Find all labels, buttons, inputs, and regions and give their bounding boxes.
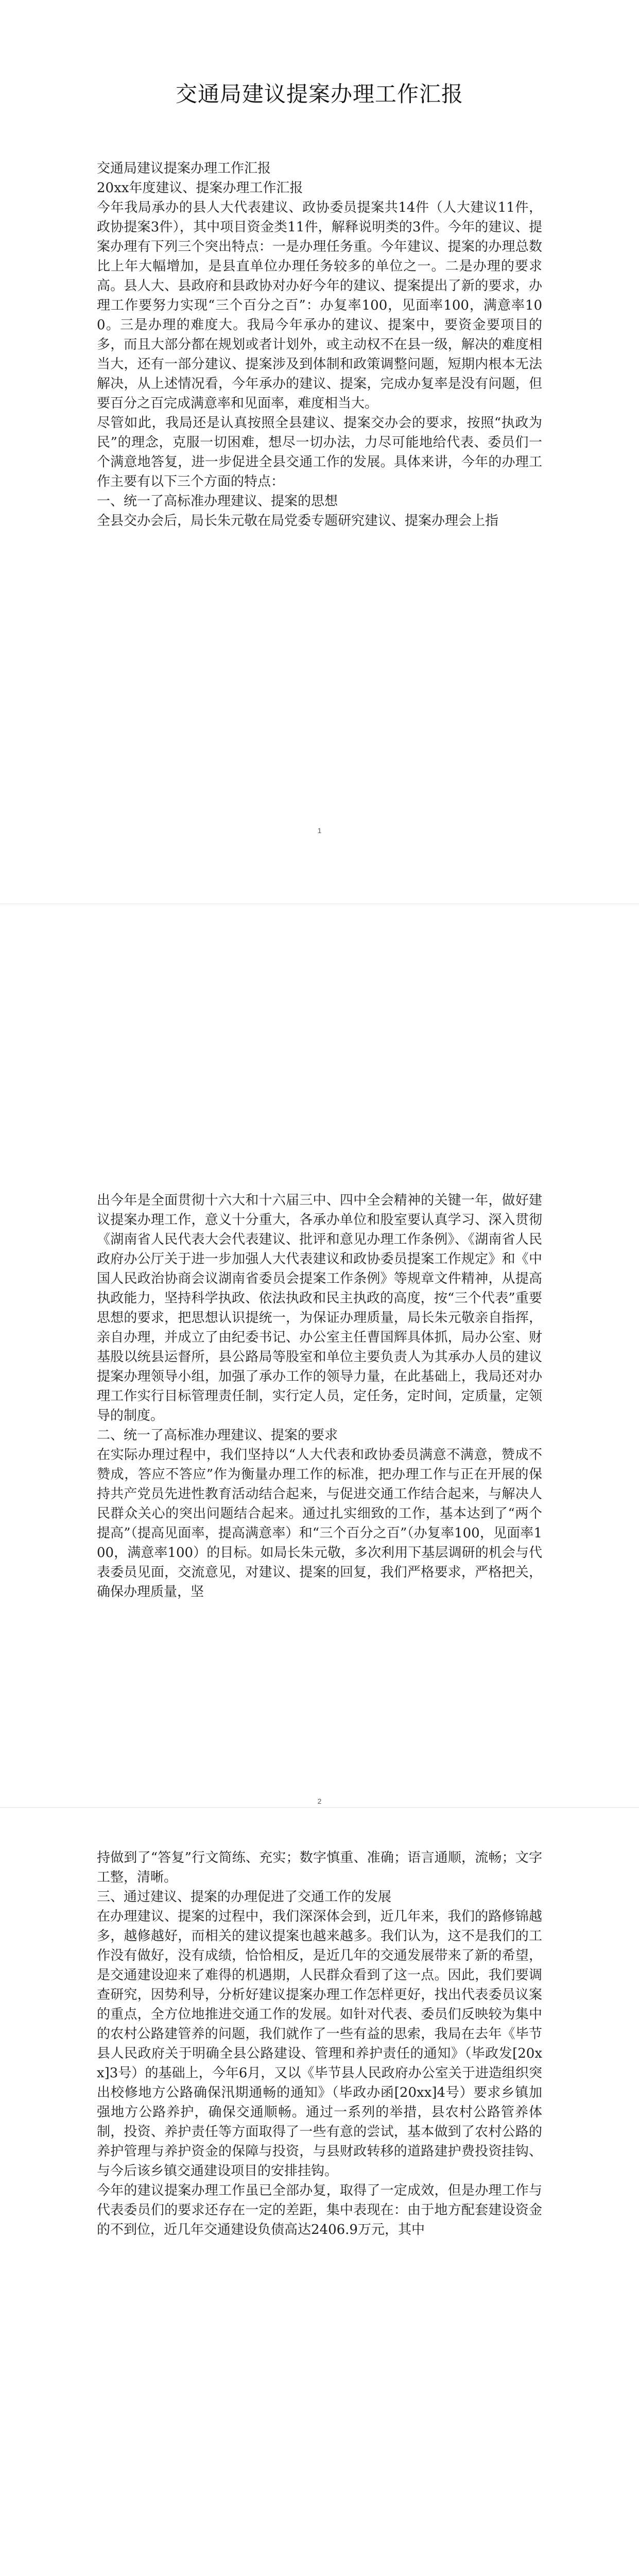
paragraph: 今年的建议提案办理工作虽已全部办复，取得了一定成效，但是办理工作与代表委员们的要求还存在一定的差距，集中表现在：由于地方配套建设资金的不到位，近几年交通建设负债高达2406.9万元，其中: [97, 2183, 542, 2238]
page-content: [97, 904, 542, 1602]
document-page-2: [0, 904, 639, 1807]
section-heading: 三、通过建议、提案的办理促进了交通工作的发展: [97, 1889, 392, 1905]
page-content: [97, 159, 542, 531]
page-number: 1: [317, 826, 322, 835]
paragraph: 尽管如此，我局还是认真按照全县建议、提案交办会的要求，按照“执政为民”的理念，克服一切困难，想尽一切办法，力尽可能地给代表、委员们一个满意地答复，进一步促进全县交通工作的发展。具体来讲，今年的办理工作主要有以下三个方面的特点：: [97, 415, 542, 489]
paragraph: 在实际办理过程中，我们坚持以“人大代表和政协委员满意不满意，赞成不赞成，答应不答应”作为衡量办理工作的标准，把办理工作与正在开展的保持共产党员先进性教育活动结合起来，与促进交通工作结合起来，与解决人民群众关心的突出问题结合起来。通过扎实细致的工作，基本达到了“两个提高”（提高见面率，提高满意率）和“三个百分之百”（办复率100，见面率100，满意率100）的目标。如局长朱元敬，多次利用下基层调研的机会与代表委员见面，交流意见，对建议、提案的回复，我们严格要求，严格把关，确保办理质量，坚: [97, 1447, 542, 1600]
document-page-1: [0, 0, 639, 904]
paragraph: 持做到了“答复”行文简练、充实；数字慎重、准确；语言通顺，流畅；文字工整，清晰。: [97, 1850, 542, 1885]
document-page-3: [0, 1807, 639, 2576]
paragraph: 20xx年度建议、提案办理工作汇报: [97, 180, 303, 196]
page-number: 2: [317, 1797, 322, 1805]
paragraph: 交通局建议提案办理工作汇报: [97, 161, 271, 176]
section-heading: 二、统一了高标准办理建议、提案的要求: [97, 1428, 338, 1443]
paragraph: 出今年是全面贯彻十六大和十六届三中、四中全会精神的关键一年，做好建议提案办理工作，意义十分重大，各承办单位和股室要认真学习、深入贯彻《湖南省人民代表大会代表建议、批评和意见办理工作条例》、《湖南省人民政府办公厅关于进一步加强人大代表建议和政协委员提案工作规定》和《中国人民政治协商会议湖南省委员会提案工作条例》等规章文件精神，从提高执政能力，坚持科学执政、依法执政和民主执政的高度，按“三个代表”重要思想的要求，把思想认识提统一，为保证办理质量，局长朱元敬亲自指挥，亲自办理，并成立了由纪委书记、办公室主任曹国辉具体抓，局办公室、财基股以统县运督所，县公路局等股室和单位主要负责人为其承办人员的建议提案办理领导小组，加强了承办工作的领导力量，在此基础上，我局还对办理工作实行目标管理责任制，实行定人员，定任务，定时间，定质量，定领导的制度。: [97, 1193, 542, 1423]
paragraph: 今年我局承办的县人大代表建议、政协委员提案共14件（人大建议11件，政协提案3件），其中项目资金类11件，解释说明类的3件。今年的建议、提案办理有下列三个突出特点：一是办理任务重。今年建议、提案的办理总数比上年大幅增加，是县直单位办理任务较多的单位之一。二是办理的要求高。县人大、县政府和县政协对办好今年的建议、提案提出了新的要求，办理工作要努力实现“三个百分之百”：办复率100，见面率100，满意率100。三是办理的难度大。我局今年承办的建议、提案中，要资金要项目的多，而且大部分都在规划或者计划外，或主动权不在县一级，解决的难度相当大，还有一部分建议、提案涉及到体制和政策调整问题，短期内根本无法解决，从上述情况看，今年承办的建议、提案，完成办复率是没有问题，但要百分之百完成满意率和见面率，难度相当大。: [97, 200, 542, 411]
section-heading: 一、统一了高标准办理建议、提案的思想: [97, 494, 338, 509]
document-title: 交通局建议提案办理工作汇报: [175, 81, 463, 107]
page-content: [97, 1808, 542, 2240]
paragraph: 全县交办会后，局长朱元敬在局党委专题研究建议、提案办理会上指: [97, 513, 499, 529]
paragraph: 在办理建议、提案的过程中，我们深深体会到，近几年来，我们的路修锦越多，越修越好，而相关的建议提案也越来越多。我们认为，这不是我们的工作没有做好，没有成绩，恰恰相反，是近几年的交通发展带来了新的希望，是交通建设迎来了难得的机遇期，人民群众看到了这一点。因此，我们要调查研究，因势利导，分析好建议提案办理工作怎样更好，找出代表委员议案的重点，全方位地推进交通工作的发展。如针对代表、委员们反映较为集中的农村公路建管养的问题，我们就作了一些有益的思索，我局在去年《毕节县人民政府关于明确全县公路建设、管理和养护责任的通知》（毕政发[20xx]3号）的基础上，今年6月，又以《毕节县人民政府办公室关于进造组织突出校修地方公路确保汛期通畅的通知》（毕政办函[20xx]4号）要求乡镇加强地方公路养护，确保交通顺畅。通过一系列的举措，县农村公路管养体制，投资、养护责任等方面取得了一些有意的尝试，基本做到了农村公路的养护管理与养护资金的保障与投资，与县财政转移的道路建护费投资挂钩、与今后该乡镇交通建设项目的安排挂钩。: [97, 1909, 542, 2179]
